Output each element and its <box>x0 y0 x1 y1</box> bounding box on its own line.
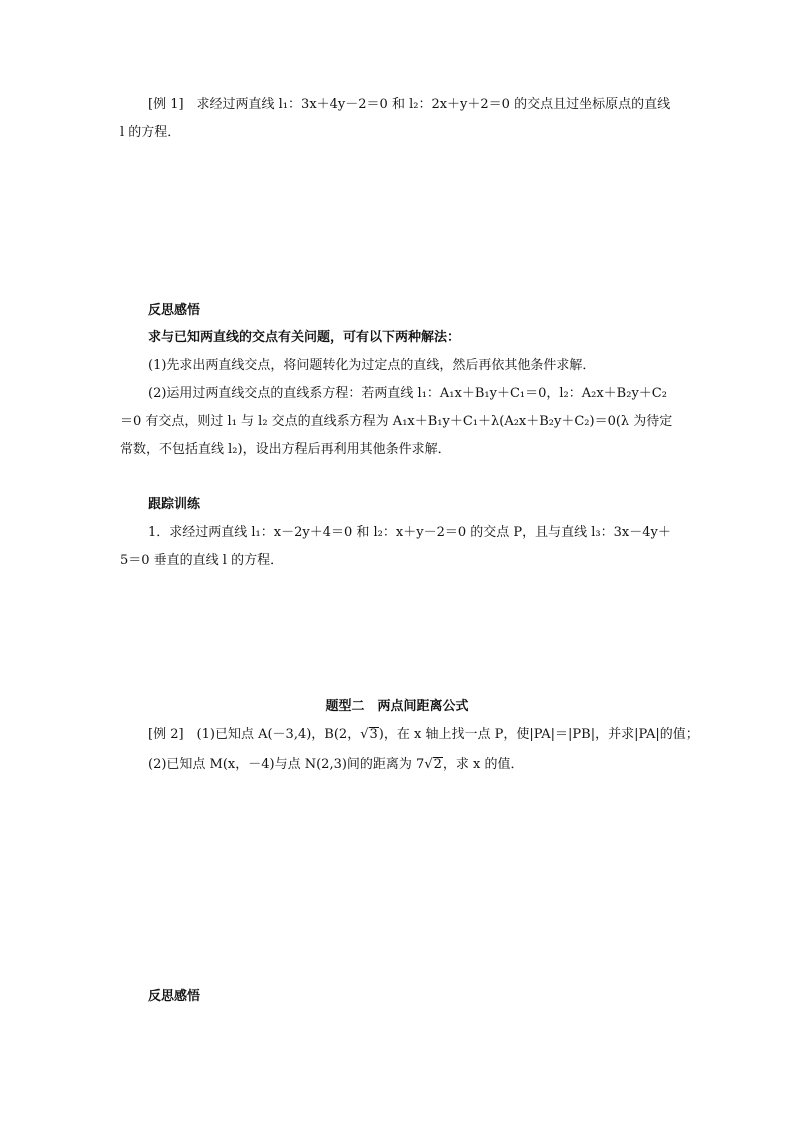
sqrt-sign-icon: √ <box>360 727 369 742</box>
reflection-1-method-2-line-3: 常数，不包括直线 l₂)，设出方程后再利用其他条件求解． <box>120 442 451 457</box>
example-2-part-1 <box>148 726 699 744</box>
example-1-line-2: l 的方程． <box>120 125 181 140</box>
practice-heading: 跟踪训练 <box>148 497 201 512</box>
reflection-2-heading: 反思感悟 <box>148 989 201 1004</box>
reflection-1-heading: 反思感悟 <box>148 303 201 318</box>
reflection-1-method-1: (1)先求出两直线交点，将问题转化为过定点的直线，然后再依其他条件求解． <box>148 358 596 373</box>
example-2-part-1-radicand: 3 <box>369 727 378 742</box>
reflection-1-method-2-line-2: ＝0 有交点，则过 l₁ 与 l₂ 交点的直线系方程为 A₁x＋B₁y＋C₁＋λ(A₂x＋B₂y＋C₂)＝0(λ 为待定 <box>120 414 673 429</box>
example-1-line-1: [例 1] 求经过两直线 l₁：3x＋4y－2＝0 和 l₂：2x＋y＋2＝0 的交点且过坐标原点的直线 <box>148 97 671 112</box>
section-2-title: 题型二 两点间距离公式 <box>325 699 469 714</box>
reflection-1-intro: 求与已知两直线的交点有关问题，可有以下两种解法： <box>148 330 461 345</box>
example-2-part-2 <box>148 756 524 774</box>
sqrt-sign-icon: √ <box>424 757 433 772</box>
example-2-part-2-radicand: 2 <box>433 757 442 772</box>
example-2-part-1-suffix: )，在 x 轴上找一点 P，使|PA|＝|PB|，并求|PA|的值； <box>378 727 699 742</box>
practice-line-2: 5＝0 垂直的直线 l 的方程． <box>120 553 284 568</box>
reflection-1-method-2-line-1: (2)运用过两直线交点的直线系方程：若两直线 l₁：A₁x＋B₁y＋C₁＝0，l₂：A₂x＋B₂y＋C₂ <box>148 386 667 401</box>
practice-line-1: 1．求经过两直线 l₁：x－2y＋4＝0 和 l₂：x＋y－2＝0 的交点 P，且与直线 l₃：3x－4y＋ <box>148 525 671 540</box>
example-2-part-2-prefix: (2)已知点 M(x，－4)与点 N(2,3)间的距离为 7 <box>148 757 425 772</box>
example-2-part-2-suffix: ，求 x 的值． <box>442 757 524 772</box>
example-2-part-1-prefix: [例 2] (1)已知点 A(－3,4)，B(2， <box>148 727 361 742</box>
